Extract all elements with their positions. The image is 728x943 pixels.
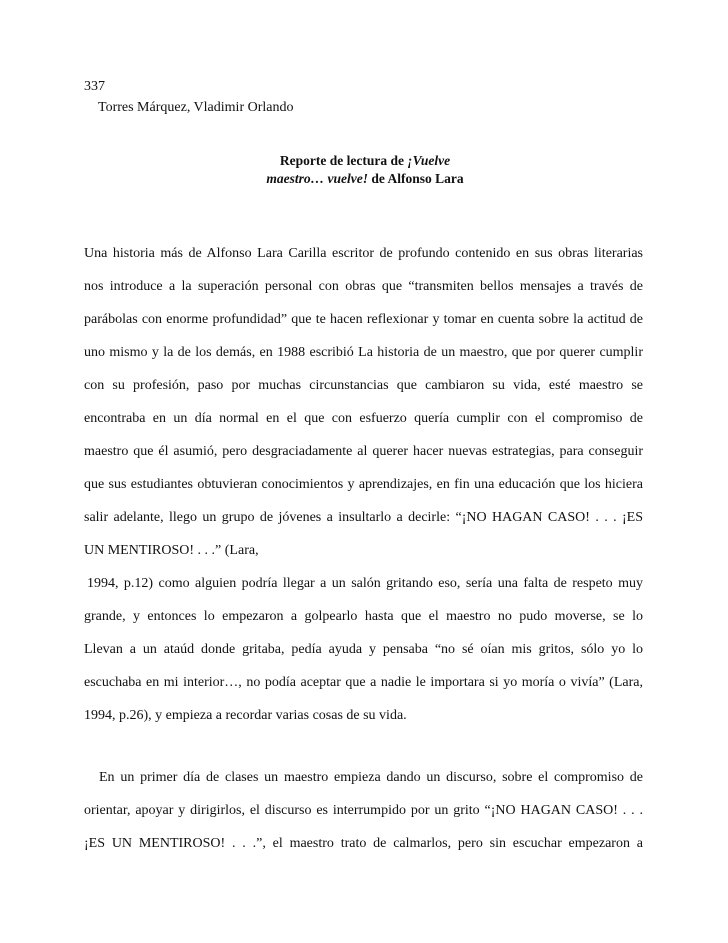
text-line: Una historia más de Alfonso Lara Carilla escritor de profundo contenido en sus obras literarias bbox=[84, 246, 643, 261]
book-title-part-2: maestro… vuelve! bbox=[266, 171, 368, 186]
text-line: UN MENTIROSO! . . .” (Lara, bbox=[84, 543, 259, 558]
text-line: parábolas con enorme profundidad” que te hacen reflexionar y tomar en cuenta sobre la actitud de bbox=[84, 312, 643, 327]
title-suffix: de Alfonso Lara bbox=[367, 171, 464, 186]
text-line: encontraba en un día normal en el que con esfuerzo quería cumplir con el compromiso de bbox=[84, 411, 643, 426]
text-line: 1994, p.26), y empieza a recordar varias cosas de su vida. bbox=[84, 708, 407, 723]
author-name: Torres Márquez, Vladimir Orlando bbox=[98, 100, 294, 115]
text-line: que sus estudiantes obtuvieran conocimientos y aprendizajes, en fin una educación que los hiciera bbox=[84, 477, 643, 492]
paragraph-1 bbox=[84, 246, 643, 741]
text-line: En un primer día de clases un maestro empieza dando un discurso, sobre el compromiso de bbox=[99, 770, 643, 785]
text-line: salir adelante, llego un grupo de jóvenes a insultarlo a decirle: “¡NO HAGAN CASO! . . . ¡ES bbox=[84, 510, 643, 525]
title-line-2 bbox=[200, 170, 530, 188]
page-number: 337 bbox=[84, 79, 105, 94]
title-line-1 bbox=[200, 152, 530, 170]
report-title bbox=[200, 152, 530, 188]
title-prefix: Reporte de lectura de bbox=[279, 153, 408, 168]
book-title-part-1: ¡Vuelve bbox=[407, 153, 451, 168]
text-line: Llevan a un ataúd donde gritaba, pedía ayuda y pensaba “no sé oían mis gritos, sólo yo lo bbox=[84, 642, 643, 657]
text-line: con su profesión, paso por muchas circunstancias que cambiaron su vida, esté maestro se bbox=[84, 378, 643, 393]
text-line: orientar, apoyar y dirigirlos, el discurso es interrumpido por un grito “¡NO HAGAN CASO! . . . bbox=[84, 803, 643, 818]
text-line: grande, y entonces lo empezaron a golpearlo hasta que el maestro no pudo moverse, se lo bbox=[84, 609, 643, 624]
text-line: ¡ES UN MENTIROSO! . . .”, el maestro trato de calmarlos, pero sin escuchar empezaron a bbox=[84, 836, 643, 851]
text-line: 1994, p.12) como alguien podría llegar a un salón gritando eso, sería una falta de respeto muy bbox=[87, 576, 643, 591]
text-line: nos introduce a la superación personal con obras que “transmiten bellos mensajes a través de bbox=[84, 279, 643, 294]
text-line: escuchaba en mi interior…, no podía aceptar que a nadie le importara si yo moría o vivía” (Lara, bbox=[84, 675, 643, 690]
paragraph-2 bbox=[84, 770, 643, 869]
text-line: maestro que él asumió, pero desgraciadamente al querer hacer nuevas estrategias, para conseguir bbox=[84, 444, 643, 459]
text-line: uno mismo y la de los demás, en 1988 escribió La historia de un maestro, que por querer cumplir bbox=[84, 345, 643, 360]
